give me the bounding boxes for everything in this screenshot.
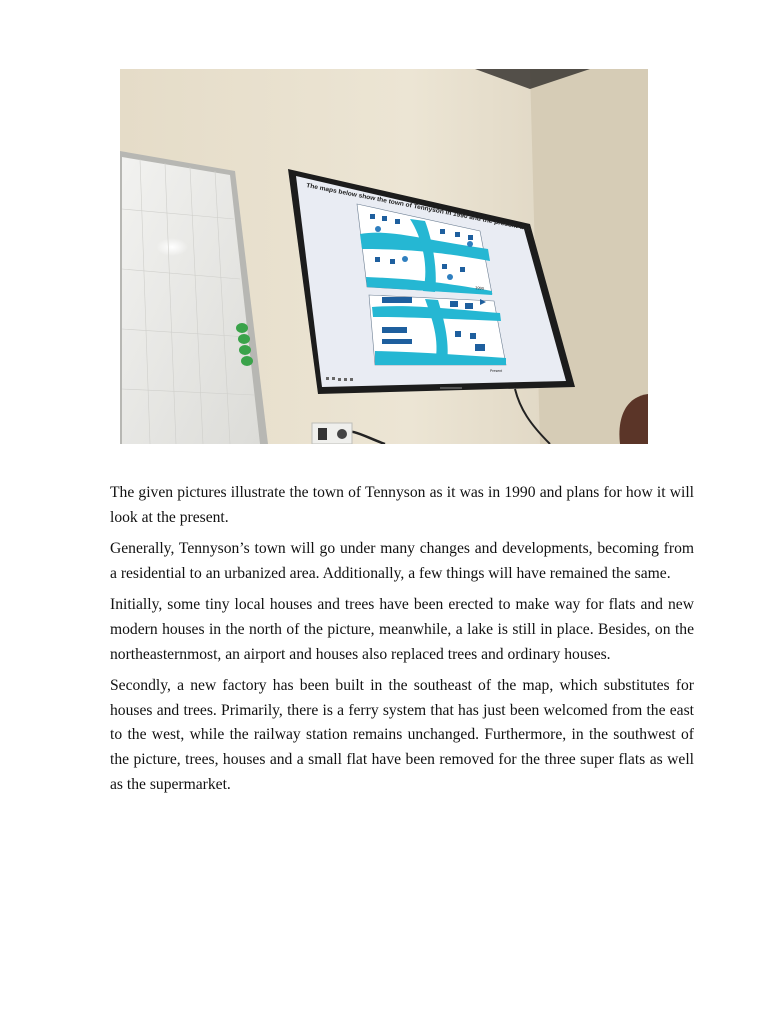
map-present	[369, 295, 506, 373]
map-label-1990: 1990	[474, 285, 485, 291]
wall-socket	[312, 423, 352, 444]
essay-paragraph: The given pictures illustrate the town of Tennyson as it was in 1990 and plans for how it will look at the present.	[110, 484, 694, 526]
screen-title: The maps below show the town of Tennyson in 1990 and the present day.	[305, 182, 519, 230]
essay-paragraph: Generally, Tennyson’s town will go under many changes and developments, becoming from a residential to an urbanized area. Additionally, a few things will have remained the same.	[110, 540, 694, 582]
map-label-present: Present	[490, 369, 503, 373]
essay-paragraph: Secondly, a new factory has been built in the southeast of the map, which substitutes for houses and trees. Primarily, there is a ferry system that has just been welcomed from the east to the west, while the railway station remains unchanged. Furthermore, in the southwest of the picture, trees, houses and a small flat have been removed for the three super flats as well as the supermarket.	[110, 677, 694, 793]
classroom-photo	[120, 69, 648, 444]
essay-paragraph: Initially, some tiny local houses and trees have been erected to make way for flats and new modern houses in the north of the picture, meanwhile, a lake is still in place. Besides, on the northeasternmost, an airport and houses also replaced trees and ordinary houses.	[110, 596, 694, 663]
essay	[110, 481, 694, 804]
